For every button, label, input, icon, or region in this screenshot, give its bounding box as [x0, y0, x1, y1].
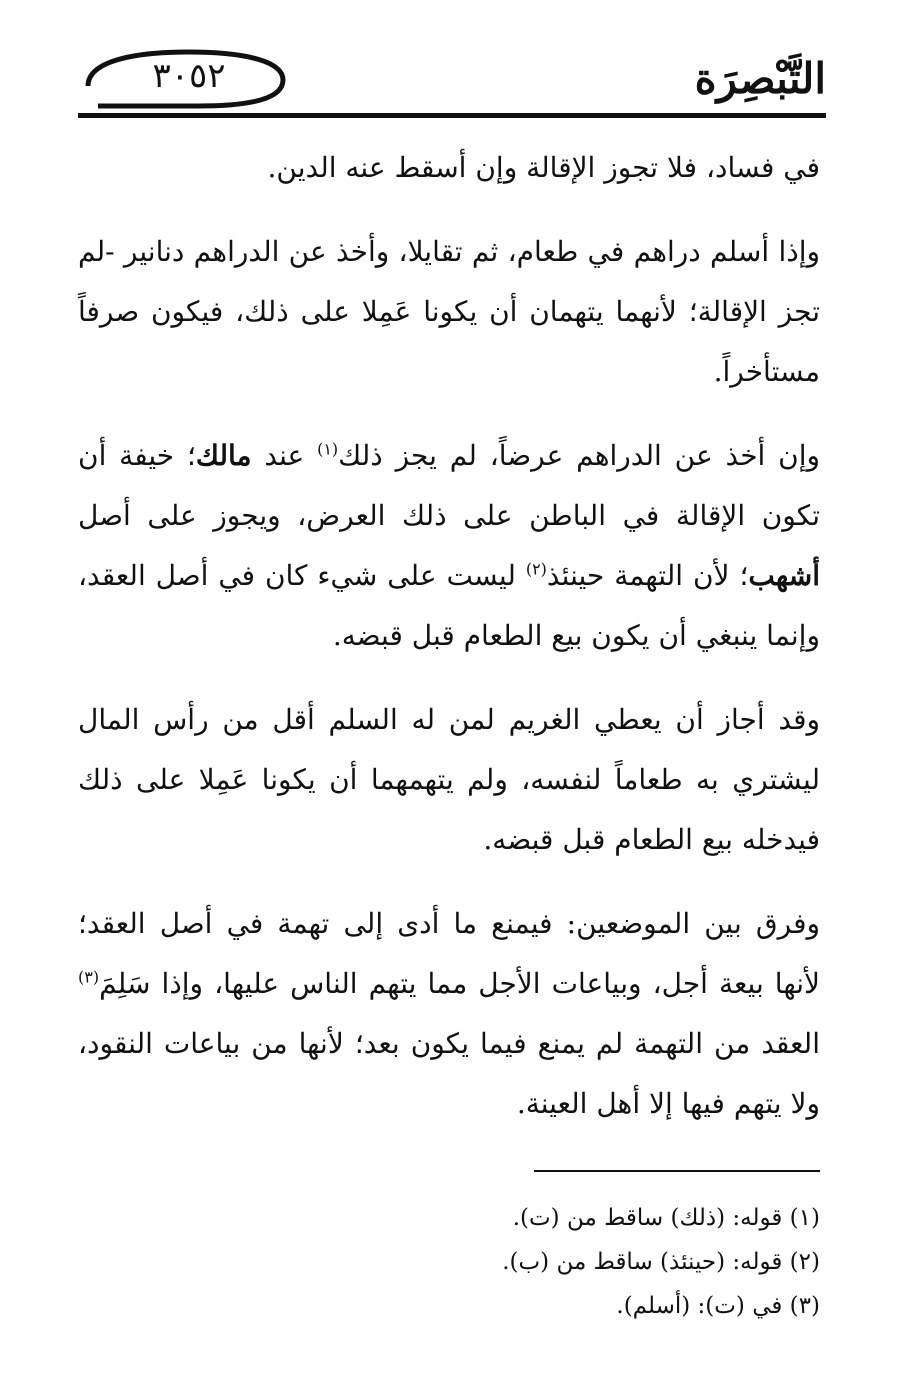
page-number-badge [78, 46, 288, 108]
paragraph-3-text-3: ؛ خيفة أن تكون الإقالة في الباطن على ذلك العرض، ويجوز على أصل [78, 439, 820, 532]
paragraph-3-text-2: عند [251, 439, 318, 472]
paragraph-5-text-1: وفرق بين الموضعين: فيمنع ما أدى إلى تهمة في أصل العقد؛ لأنها بيعة أجل، وبياعات الأجل مما يتهم الناس عليها، وإذا سَلِمَ [78, 907, 820, 1000]
paragraph-1: في فساد، فلا تجوز الإقالة وإن أسقط عنه الدين. [267, 151, 820, 184]
footnotes [500, 1196, 820, 1328]
main-text [78, 138, 820, 1158]
footnote-3: (٣) في (ت): (أسلم). [616, 1293, 820, 1319]
page-header [78, 40, 826, 120]
paragraph-5 [78, 894, 820, 1134]
paragraph-4: وقد أجاز أن يعطي الغريم لمن له السلم أقل من رأس المال ليشتري به طعاماً لنفسه، ولم يتهمهما أن يكونا عَمِلا على ذلك فيدخله بيع الطعام قبل قبضه. [78, 703, 820, 856]
paragraph-3 [78, 426, 820, 666]
paragraph-2: وإذا أسلم دراهم في طعام، ثم تقايلا، وأخذ عن الدراهم دنانير -لم تجز الإقالة؛ لأنهما يتهمان أن يكونا عَمِلا على ذلك، فيكون صرفاً مستأخراً. [78, 235, 820, 388]
header-rule [78, 113, 826, 118]
footnote-ref-1[interactable]: (١) [317, 439, 339, 459]
name-malik: مالك [195, 439, 252, 472]
footnote-1: (١) قوله: (ذلك) ساقط من (ت). [512, 1205, 820, 1231]
footnote-ref-3[interactable]: (٣) [78, 967, 100, 987]
footnote-separator [534, 1170, 820, 1172]
page-number: ٣٠٥٢ [152, 56, 226, 96]
footnote-ref-2[interactable]: (٢) [525, 559, 547, 579]
footnote-2: (٢) قوله: (حينئذ) ساقط من (ب). [502, 1249, 820, 1275]
paragraph-3-text-4: ؛ لأن التهمة حينئذ [546, 559, 749, 592]
paragraph-3-text-5: ليست على شيء كان في أصل العقد، وإنما ينبغي أن يكون بيع الطعام قبل قبضه. [78, 559, 820, 652]
book-title: التَّبْصِرَة [694, 54, 826, 103]
paragraph-3-text-1: وإن أخذ عن الدراهم عرضاً، لم يجز ذلك [338, 439, 821, 472]
paragraph-5-text-2: العقد من التهمة لم يمنع فيما يكون بعد؛ لأنها من بياعات النقود، ولا يتهم فيها إلا أهل العينة. [78, 1027, 820, 1120]
name-ashhab: أشهب [748, 559, 820, 592]
